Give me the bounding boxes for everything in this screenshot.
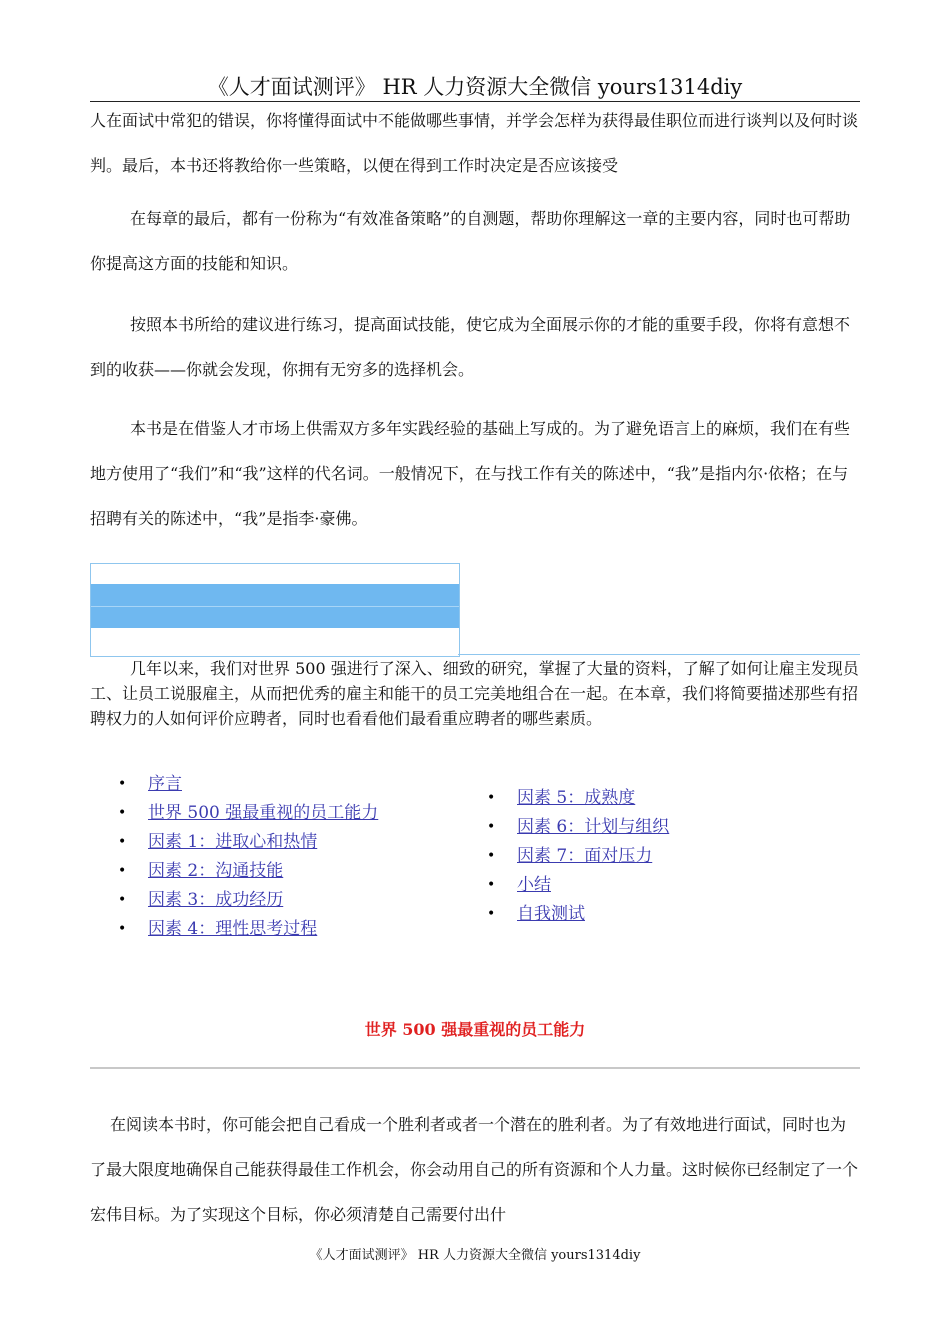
bullet-icon: • <box>487 790 496 806</box>
section-title: 世界 500 强最重视的员工能力 <box>364 1020 586 1039</box>
toc-link-factor-5[interactable]: 因素 5：成熟度 <box>517 788 636 808</box>
toc-link-preface[interactable]: 序言 <box>148 774 182 794</box>
bullet-icon: • <box>118 805 127 821</box>
toc-link-factor-3[interactable]: 因素 3：成功经历 <box>148 890 284 910</box>
paragraph-section-body: 在阅读本书时，你可能会把自己看成一个胜利者或者一个潜在的胜利者。为了有效地进行面试，同时也为了最大限度地确保自己能获得最佳工作机会，你会动用自己的所有资源和个人力量。这时候你已经制定了一个宏伟目标。为了实现这个目标，你必须清楚自己需要付出什 <box>90 1115 859 1224</box>
toc-item <box>118 915 378 944</box>
page-header: 《人才面试测评》 HR 人力资源大全微信 yours1314diy <box>90 74 860 102</box>
toc-item <box>118 828 378 857</box>
toc-item <box>487 813 669 842</box>
paragraph-practice: 按照本书所给的建议进行练习，提高面试技能，使它成为全面展示你的才能的重要手段，你将有意想不到的收获——你就会发现，你拥有无穷多的选择机会。 <box>90 315 851 379</box>
paragraph-chapter-intro: 几年以来，我们对世界 500 强进行了深入、细致的研究，掌握了大量的资料，了解了如何让雇主发现员工、让员工说服雇主，从而把优秀的雇主和能干的员工完美地组合在一起。在本章，我们将简要描述那些有招聘权力的人如何评价应聘者，同时也看看他们最看重应聘者的哪些素质。 <box>90 659 859 728</box>
toc-item <box>487 842 669 871</box>
bullet-icon: • <box>487 819 496 835</box>
banner-rule <box>458 654 860 655</box>
bullet-icon: • <box>118 834 127 850</box>
page-footer: 《人才面试测评》 HR 人力资源大全微信 yours1314diy <box>309 1248 641 1263</box>
bullet-icon: • <box>118 921 127 937</box>
bullet-icon: • <box>118 863 127 879</box>
paragraph-authors-note: 本书是在借鉴人才市场上供需双方多年实践经验的基础上写成的。为了避免语言上的麻烦，我们在有些地方使用了“我们”和“我”这样的代名词。一般情况下，在与找工作有关的陈述中，“我”是指内尔·依格；在与招聘有关的陈述中，“我”是指李·豪佛。 <box>90 419 851 528</box>
paragraph-continuation: 人在面试中常犯的错误，你将懂得面试中不能做哪些事情，并学会怎样为获得最佳职位而进行谈判以及何时谈判。最后，本书还将教给你一些策略，以便在得到工作时决定是否应该接受 <box>90 111 859 175</box>
toc-link-abilities[interactable]: 世界 500 强最重视的员工能力 <box>148 803 379 823</box>
banner-band-line <box>91 606 459 607</box>
toc-item <box>118 770 378 799</box>
bullet-icon: • <box>487 906 496 922</box>
section-divider <box>90 1067 860 1069</box>
toc-item <box>118 886 378 915</box>
toc-item <box>487 900 669 929</box>
paragraph-self-test-intro: 在每章的最后，都有一份称为“有效准备策略”的自测题，帮助你理解这一章的主要内容，同时也可帮助你提高这方面的技能和知识。 <box>90 209 851 273</box>
bullet-icon: • <box>487 877 496 893</box>
toc-list-right <box>487 784 669 929</box>
toc-item <box>487 784 669 813</box>
toc-link-factor-6[interactable]: 因素 6：计划与组织 <box>517 817 670 837</box>
toc-link-summary[interactable]: 小结 <box>517 875 551 895</box>
bullet-icon: • <box>487 848 496 864</box>
toc-link-factor-1[interactable]: 因素 1：进取心和热情 <box>148 832 318 852</box>
toc-link-self-test[interactable]: 自我测试 <box>517 904 585 924</box>
toc-list-left <box>118 770 378 944</box>
toc-link-factor-4[interactable]: 因素 4：理性思考过程 <box>148 919 318 939</box>
toc-item <box>487 871 669 900</box>
toc-link-factor-2[interactable]: 因素 2：沟通技能 <box>148 861 284 881</box>
chapter-banner <box>90 563 460 657</box>
toc-item <box>118 799 378 828</box>
bullet-icon: • <box>118 776 127 792</box>
toc-link-factor-7[interactable]: 因素 7：面对压力 <box>517 846 653 866</box>
bullet-icon: • <box>118 892 127 908</box>
toc-item <box>118 857 378 886</box>
